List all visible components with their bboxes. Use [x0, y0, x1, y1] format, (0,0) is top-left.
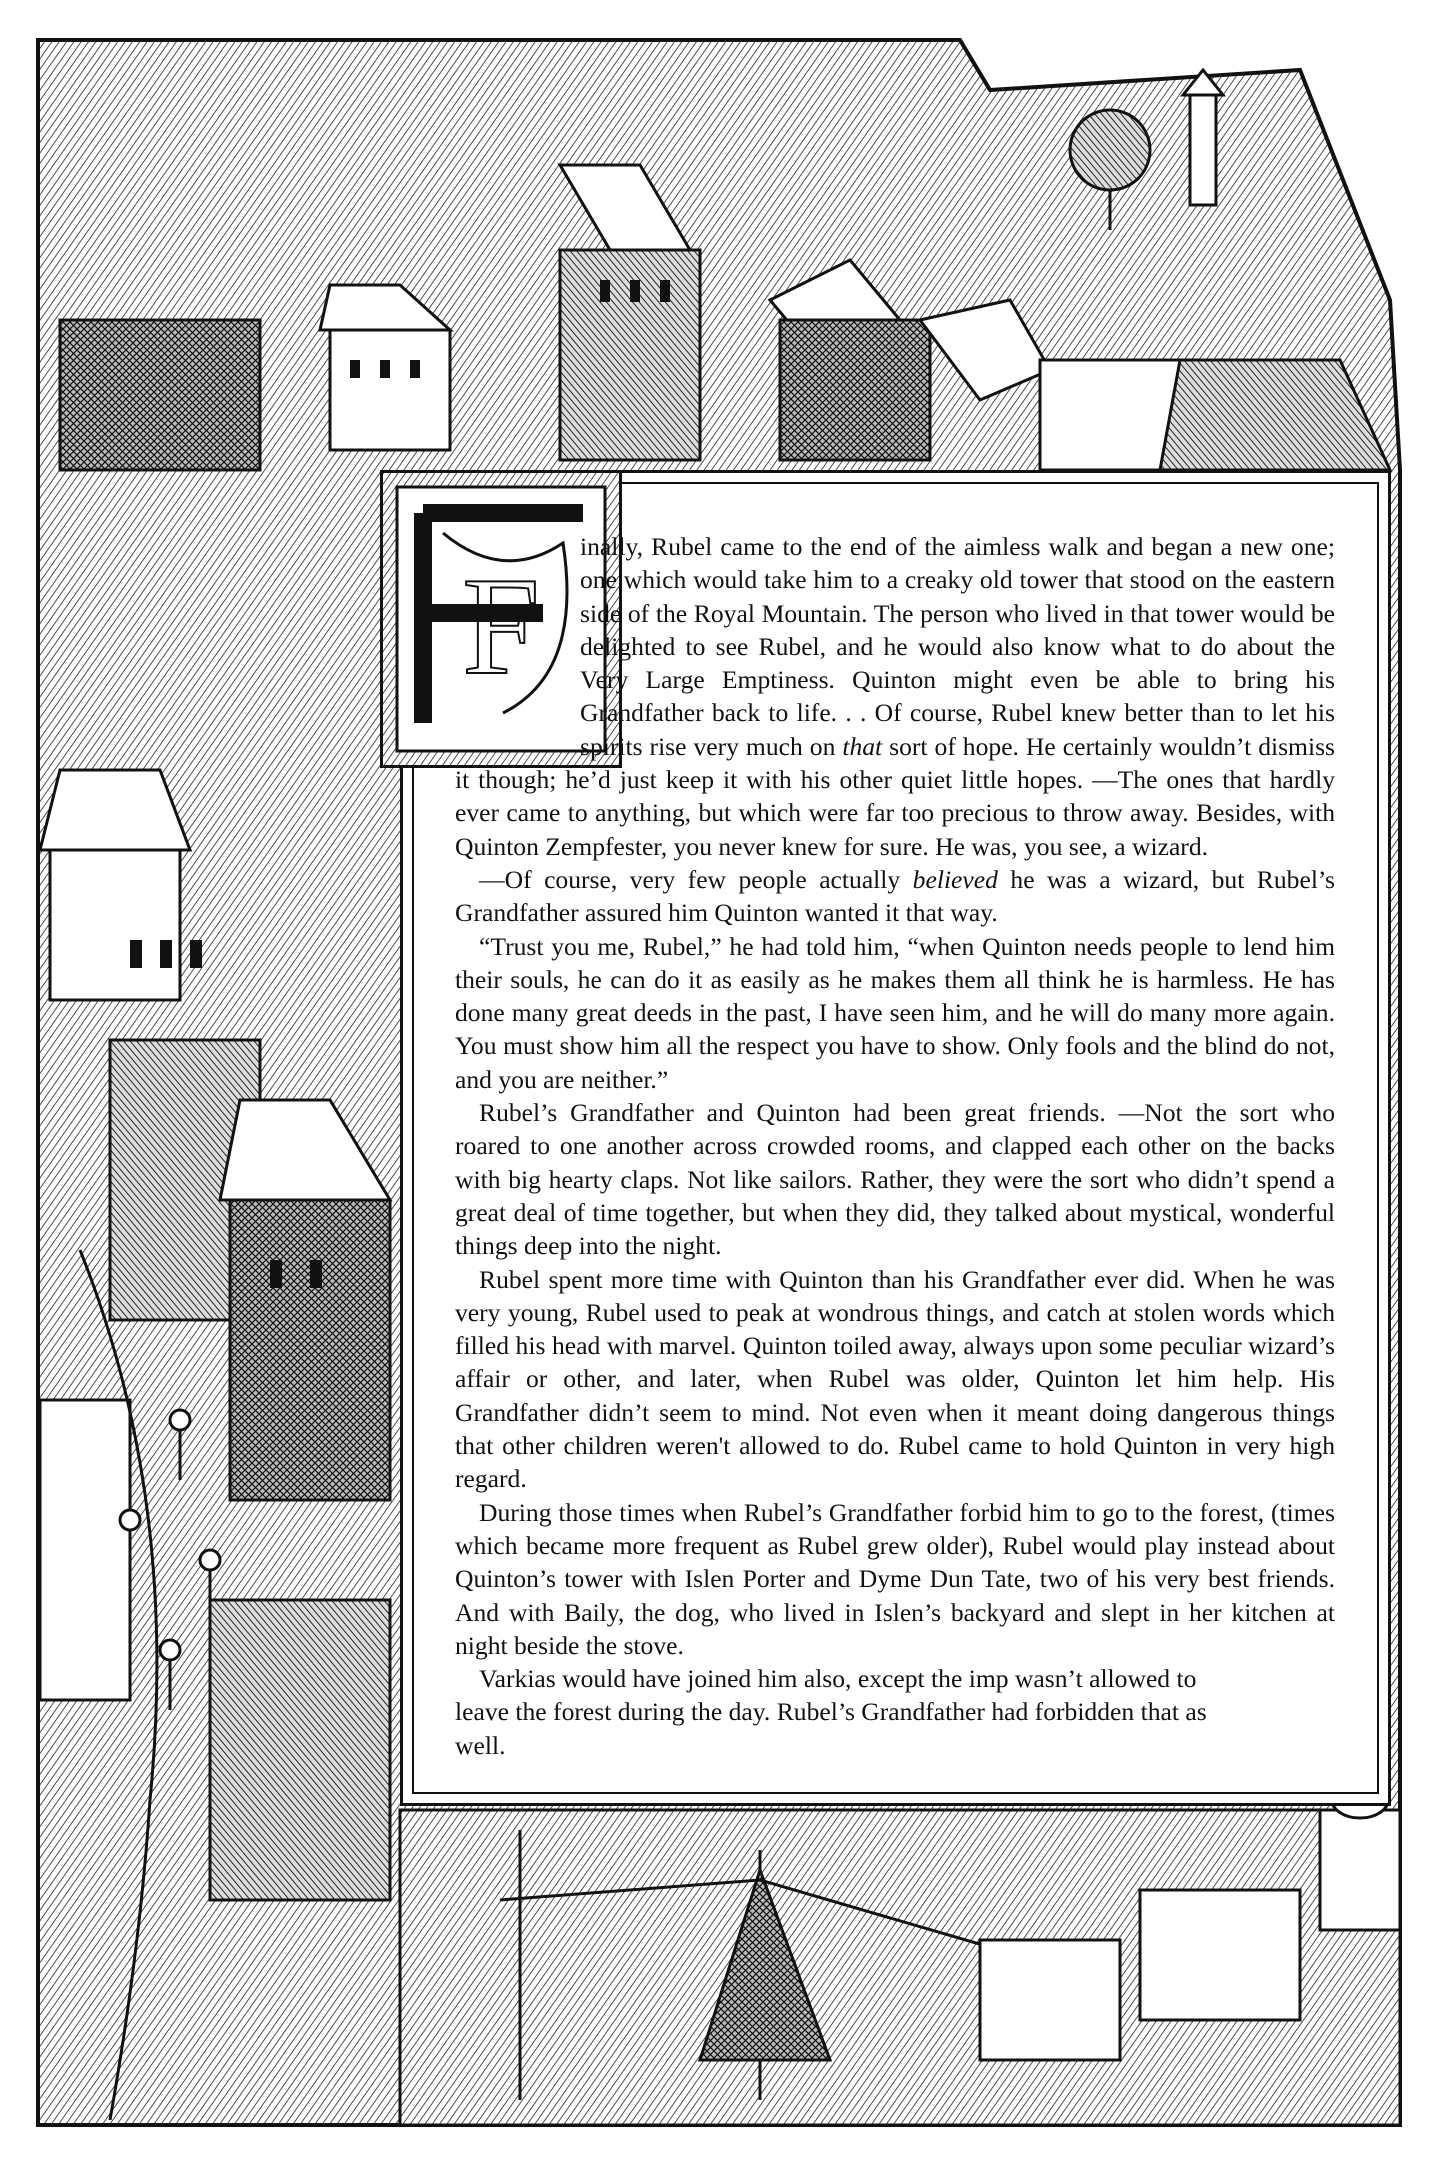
paragraph: Varkias would have joined him also, except the imp wasn’t allowed to leave the forest during the day. Rubel’s Grandfather had forbidden that as well. — [455, 1664, 1207, 1760]
paragraph: inally, Rubel came to the end of the aimless walk and began a new one; one which would take him to a creaky old tower that stood on the eastern side of the Royal Mountain. The person who lived in that tower would be delighted to see Rubel, and he would also know what to do about the Very Large Emptiness. Quinton might even be able to bring his Grandfather back to life. . . Of course, Rubel knew better than to let his spirits rise very much on that sort of hope. He certainly wouldn’t dismiss it though; he’d just keep it with his other quiet little hopes. —The ones that hardly ever came to anything, but which were far too precious to throw away. Besides, with Quinton Zempfester, you never knew for sure. He was, you see, a wizard. — [455, 530, 1335, 863]
paragraph: “Trust you me, Rubel,” he had told him, “when Quinton needs people to lend him their souls, he can do it as easily as he makes them all think he is harmless. He has done many great deeds in the past, I have seen him, and he will do many more again. You must show him all the respect you have to show. Only fools and the blind do not, and you are neither.” — [455, 931, 1335, 1094]
story-text — [455, 530, 1335, 1762]
paragraph: —Of course, very few people actually believed he was a wizard, but Rubel’s Grandfather assured him Quinton wanted it that way. — [455, 864, 1335, 928]
drop-cap-letter: F — [462, 549, 540, 704]
ending — [455, 1662, 1235, 1762]
paragraph: During those times when Rubel’s Grandfather forbid him to go to the forest, (times which became more frequent as Rubel grew older), Rubel would play instead about Quinton’s tower with Islen Porter and Dyme Dun Tate, two of his very best friends. And with Baily, the dog, who lived in Islen’s backyard and slept in her kitchen at night beside the stove. — [455, 1497, 1335, 1660]
paragraph: Rubel spent more time with Quinton than his Grandfather ever did. When he was very young, Rubel used to peak at wondrous things, and catch at stolen words which filled his head with marvel. Quinton toiled away, always upon some peculiar wizard’s affair or other, and later, when Rubel was older, Quinton let him help. His Grandfather didn’t seem to mind. Not even when it meant doing dangerous things that other children weren't allowed to do. Rubel came to hold Quinton in very high regard. — [455, 1264, 1335, 1494]
drop-cap-space — [400, 524, 570, 754]
paragraph: Rubel’s Grandfather and Quinton had been great friends. —Not the sort who roared to one another across crowded rooms, and clapped each other on the backs with big hearty claps. Not like sailors. Rather, they were the sort who didn’t spend a great deal of time together, but when they did, they talked about mystical, wonderful things deep into the night. — [455, 1098, 1335, 1261]
